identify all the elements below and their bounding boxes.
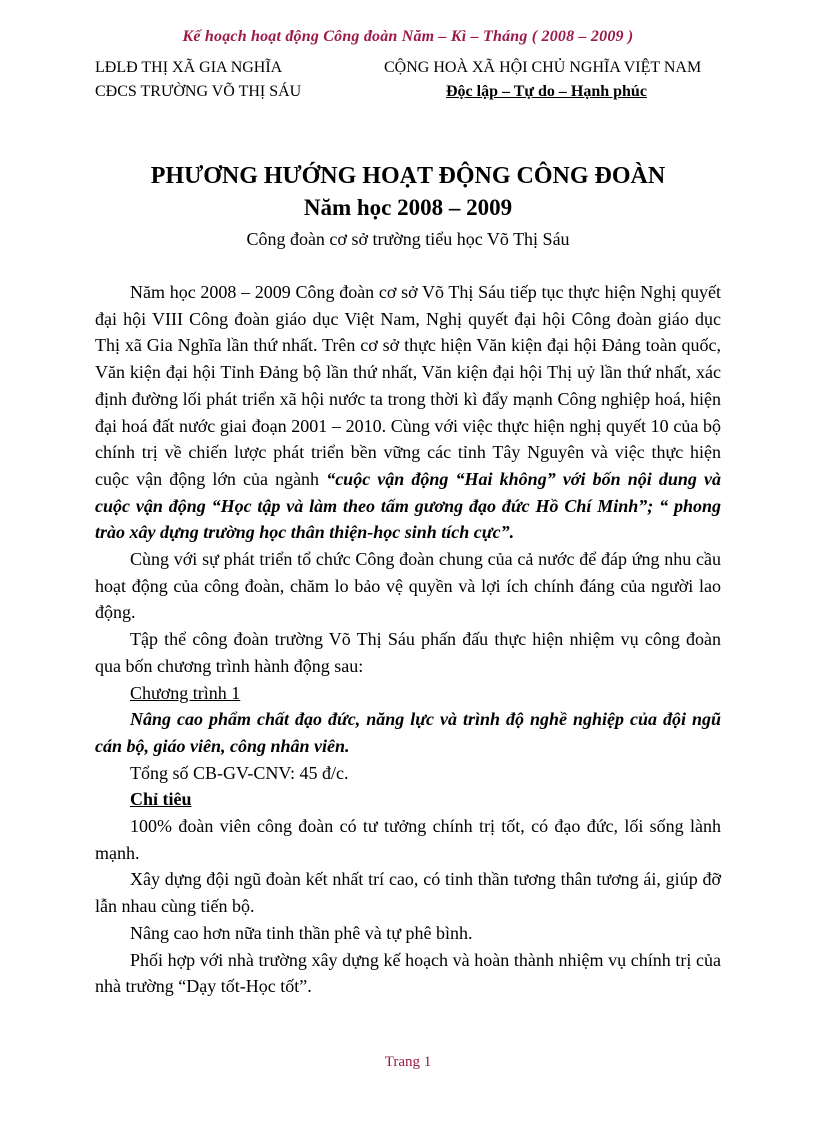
- school-year: Năm học 2008 – 2009: [303, 195, 513, 220]
- target-item: Phối hợp với nhà trường xây dựng kế hoạch và hoàn thành nhiệm vụ chính trị của nhà trường “Dạy tốt-Học tốt”.: [95, 949, 721, 997]
- page-number: Trang 1: [384, 1054, 432, 1070]
- unit-name: Công đoàn cơ sở trường tiểu học Võ Thị Sáu: [246, 229, 570, 249]
- title-block: [0, 160, 816, 254]
- paragraph-development: Cùng với sự phát triển tổ chức Công đoàn chung của cả nước để đáp ứng nhu cầu hoạt động của công đoàn, chăm lo bảo vệ quyền và lợi ích chính đáng của người lao động.: [95, 549, 721, 623]
- organization-left: [95, 56, 301, 104]
- union-branch-name: CĐCS TRƯỜNG VÕ THỊ SÁU: [95, 83, 302, 100]
- program-description: Nâng cao phẩm chất đạo đức, năng lực và trình độ nghề nghiệp của đội ngũ cán bộ, giáo viên, công nhân viên.: [95, 709, 721, 756]
- organization-right: [384, 56, 701, 104]
- intro-paragraph: [95, 279, 721, 546]
- intro-text: Năm học 2008 – 2009 Công đoàn cơ sở Võ Thị Sáu tiếp tục thực hiện Nghị quyết đại hội VIII Công đoàn giáo dục Việt Nam, Nghị quyết đại hội Công đoàn giáo dục Thị xã Gia Nghĩa lần thứ nhất. Trên cơ sở thực hiện Văn kiện đại hội Đảng toàn quốc, Văn kiện đại hội Tỉnh Đảng bộ lần thứ nhất, Văn kiện đại hội Thị uỷ lần thứ nhất, xác định đường lối phát triển xã hội nước ta trong thời kì đẩy mạnh Công nghiệp hoá, hiện đại hoá đất nước giai đoạn 2001 – 2010. Cùng với việc thực hiện nghị quyết 10 của bộ chính trị về chiến lược phát triển bền vững các tỉnh Tây Nguyên và việc thực hiện cuộc vận động lớn của ngành: [95, 282, 721, 489]
- header-banner: Kế hoạch hoạt động Công đoàn Năm – Kì – Tháng ( 2008 – 2009 ): [182, 28, 634, 45]
- national-title: CỘNG HOÀ XÃ HỘI CHỦ NGHĨA VIỆT NAM: [384, 59, 702, 76]
- total-staff: Tổng số CB-GV-CNV: 45 đ/c.: [130, 762, 349, 783]
- target-item: Nâng cao hơn nữa tinh thần phê và tự phê bình.: [130, 922, 473, 943]
- target-heading: Chỉ tiêu: [130, 789, 192, 810]
- federation-name: LĐLĐ THỊ XÃ GIA NGHĨA: [95, 59, 283, 76]
- target-item: 100% đoàn viên công đoàn có tư tưởng chính trị tốt, có đạo đức, lối sống lành mạnh.: [95, 816, 721, 863]
- document-body: [95, 279, 721, 1000]
- target-item: Xây dựng đội ngũ đoàn kết nhất trí cao, có tinh thần tương thân tương ái, giúp đỡ lẫn nhau cùng tiến bộ.: [95, 869, 721, 917]
- paragraph-programs: Tập thể công đoàn trường Võ Thị Sáu phấn đấu thực hiện nhiệm vụ công đoàn qua bốn chương trình hành động sau:: [95, 629, 721, 676]
- national-motto: Độc lập – Tự do – Hạnh phúc: [446, 83, 647, 100]
- document-title: PHƯƠNG HƯỚNG HOẠT ĐỘNG CÔNG ĐOÀN: [150, 163, 666, 189]
- program-heading: Chương trình 1: [130, 682, 241, 703]
- intro-emphasis: “cuộc vận động “Hai không” với bốn nội dung và cuộc vận động “Học tập và làm theo tấm gương đạo đức Hồ Chí Minh”; “ phong trào xây dựng trường học thân thiện-học sinh tích cực”.: [95, 468, 721, 543]
